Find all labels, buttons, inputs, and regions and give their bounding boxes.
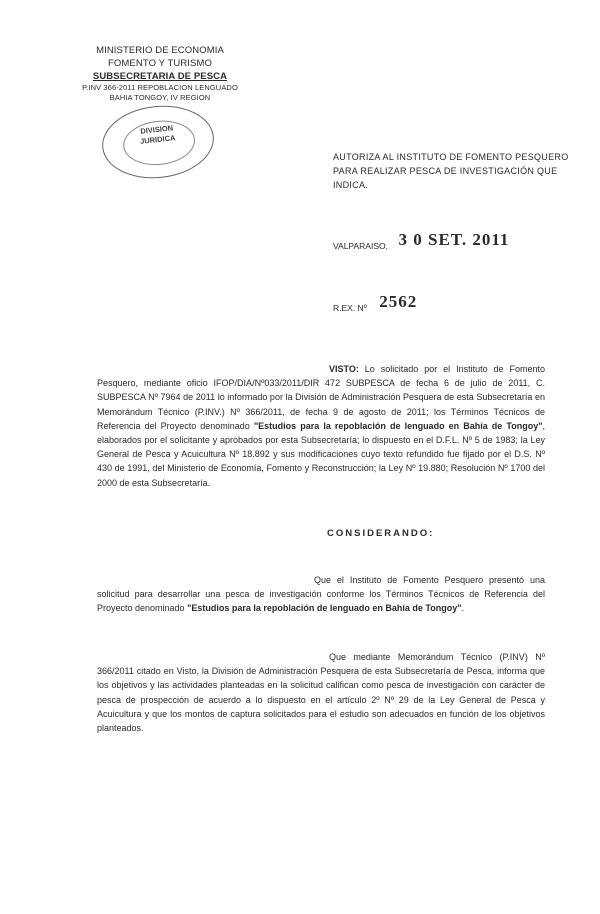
considerando-p1-end: . <box>461 603 464 614</box>
considerando-p2-text: Que mediante Memorándum Técnico (P.INV) Nº 366/2011 citado en Visto, la División de Administración Pesquera de esta Subsecretaría de Pesca, informa que los objetivos y las actividades planteadas en la solicitud califican como pesca de investigación con carácter de pesca de prospección de acuerdo a lo dispuesto en el artículo 2º Nº 29 de la Ley General de Pesca y Acuicultura y que los montos de captura solicitados para el estudio son adecuados en función de los objetivos planteados. <box>97 652 545 734</box>
stamp-line-2: JURIDICA <box>139 133 176 146</box>
place-date <box>333 230 509 251</box>
visto-project-name: "Estudios para la repoblación de lenguado en Bahía de Tongoy" <box>253 420 543 431</box>
considerando-heading: CONSIDERANDO: <box>327 528 435 539</box>
considerando-paragraph-1 <box>97 573 545 616</box>
resolution-label: R.EX. Nº <box>333 303 367 313</box>
division-juridica-stamp <box>99 100 218 183</box>
considerando-p1-project: "Estudios para la repoblación de lenguado en Bahía de Tongoy" <box>187 603 462 614</box>
city-label: VALPARAISO, <box>333 241 388 251</box>
visto-text-1: Lo solicitado por el Instituto de Fomento Pesquero, mediante oficio IFOP/DIA/Nº033/2011/DIR 472 SUBPESCA de fecha 6 de julio de 2011, C. SUBPESCA Nº 7964 de 2011 lo informado por la División de Administración Pesquera de esta Subsecretaría en Memorándum Técnico (P.INV.) Nº 366/2011, de fecha 9 de agosto de 2011; los Términos Técnicos de Referencia del Proyecto denominado <box>97 364 545 431</box>
considerando-p1-text: Que el Instituto de Fomento Pesquero presentó una solicitud para desarrollar una pesca de investigación conforme los Términos Técnicos de Referencia del Proyecto denominado <box>97 575 545 614</box>
visto-label: VISTO: <box>329 364 359 374</box>
visto-paragraph <box>97 362 545 490</box>
ministry-subname: FOMENTO Y TURISMO <box>108 58 212 69</box>
visto-text-2: , elaborados por el solicitante y aprobados por esta Subsecretaría; lo dispuesto en el D.F.L. Nº 5 de 1983; la Ley General de Pesca y Acuicultura Nº 18.892 y sus modificaciones cuyo texto refundido fue fijado por el D.S. Nº 430 de 1991, del Ministerio de Economía, Fomento y Reconstrucción; la Ley Nº 19.880; Resolución Nº 1700 del 2000 de esta Subsecretaría. <box>97 420 545 488</box>
stamp-line-1: DIVISION <box>139 123 174 136</box>
subsecretaria-name: SUBSECRETARIA DE PESCA <box>92 71 228 82</box>
ministry-name: MINISTERIO DE ECONOMIA <box>96 45 224 56</box>
file-reference-region: BAHIA TONGOY, IV REGION <box>109 93 211 102</box>
ministry-header <box>80 44 240 103</box>
resolution-number-line <box>333 292 417 313</box>
resolution-subject: AUTORIZA AL INSTITUTO DE FOMENTO PESQUERO PARA REALIZAR PESCA DE INVESTIGACIÓN QUE INDICA. <box>333 152 569 190</box>
file-reference: P.INV 366-2011 REPOBLACION LENGUADO <box>82 83 238 92</box>
date-stamp: 3 0 SET. 2011 <box>398 230 510 249</box>
resolution-number: 2562 <box>379 292 418 311</box>
considerando-paragraph-2 <box>97 650 545 735</box>
